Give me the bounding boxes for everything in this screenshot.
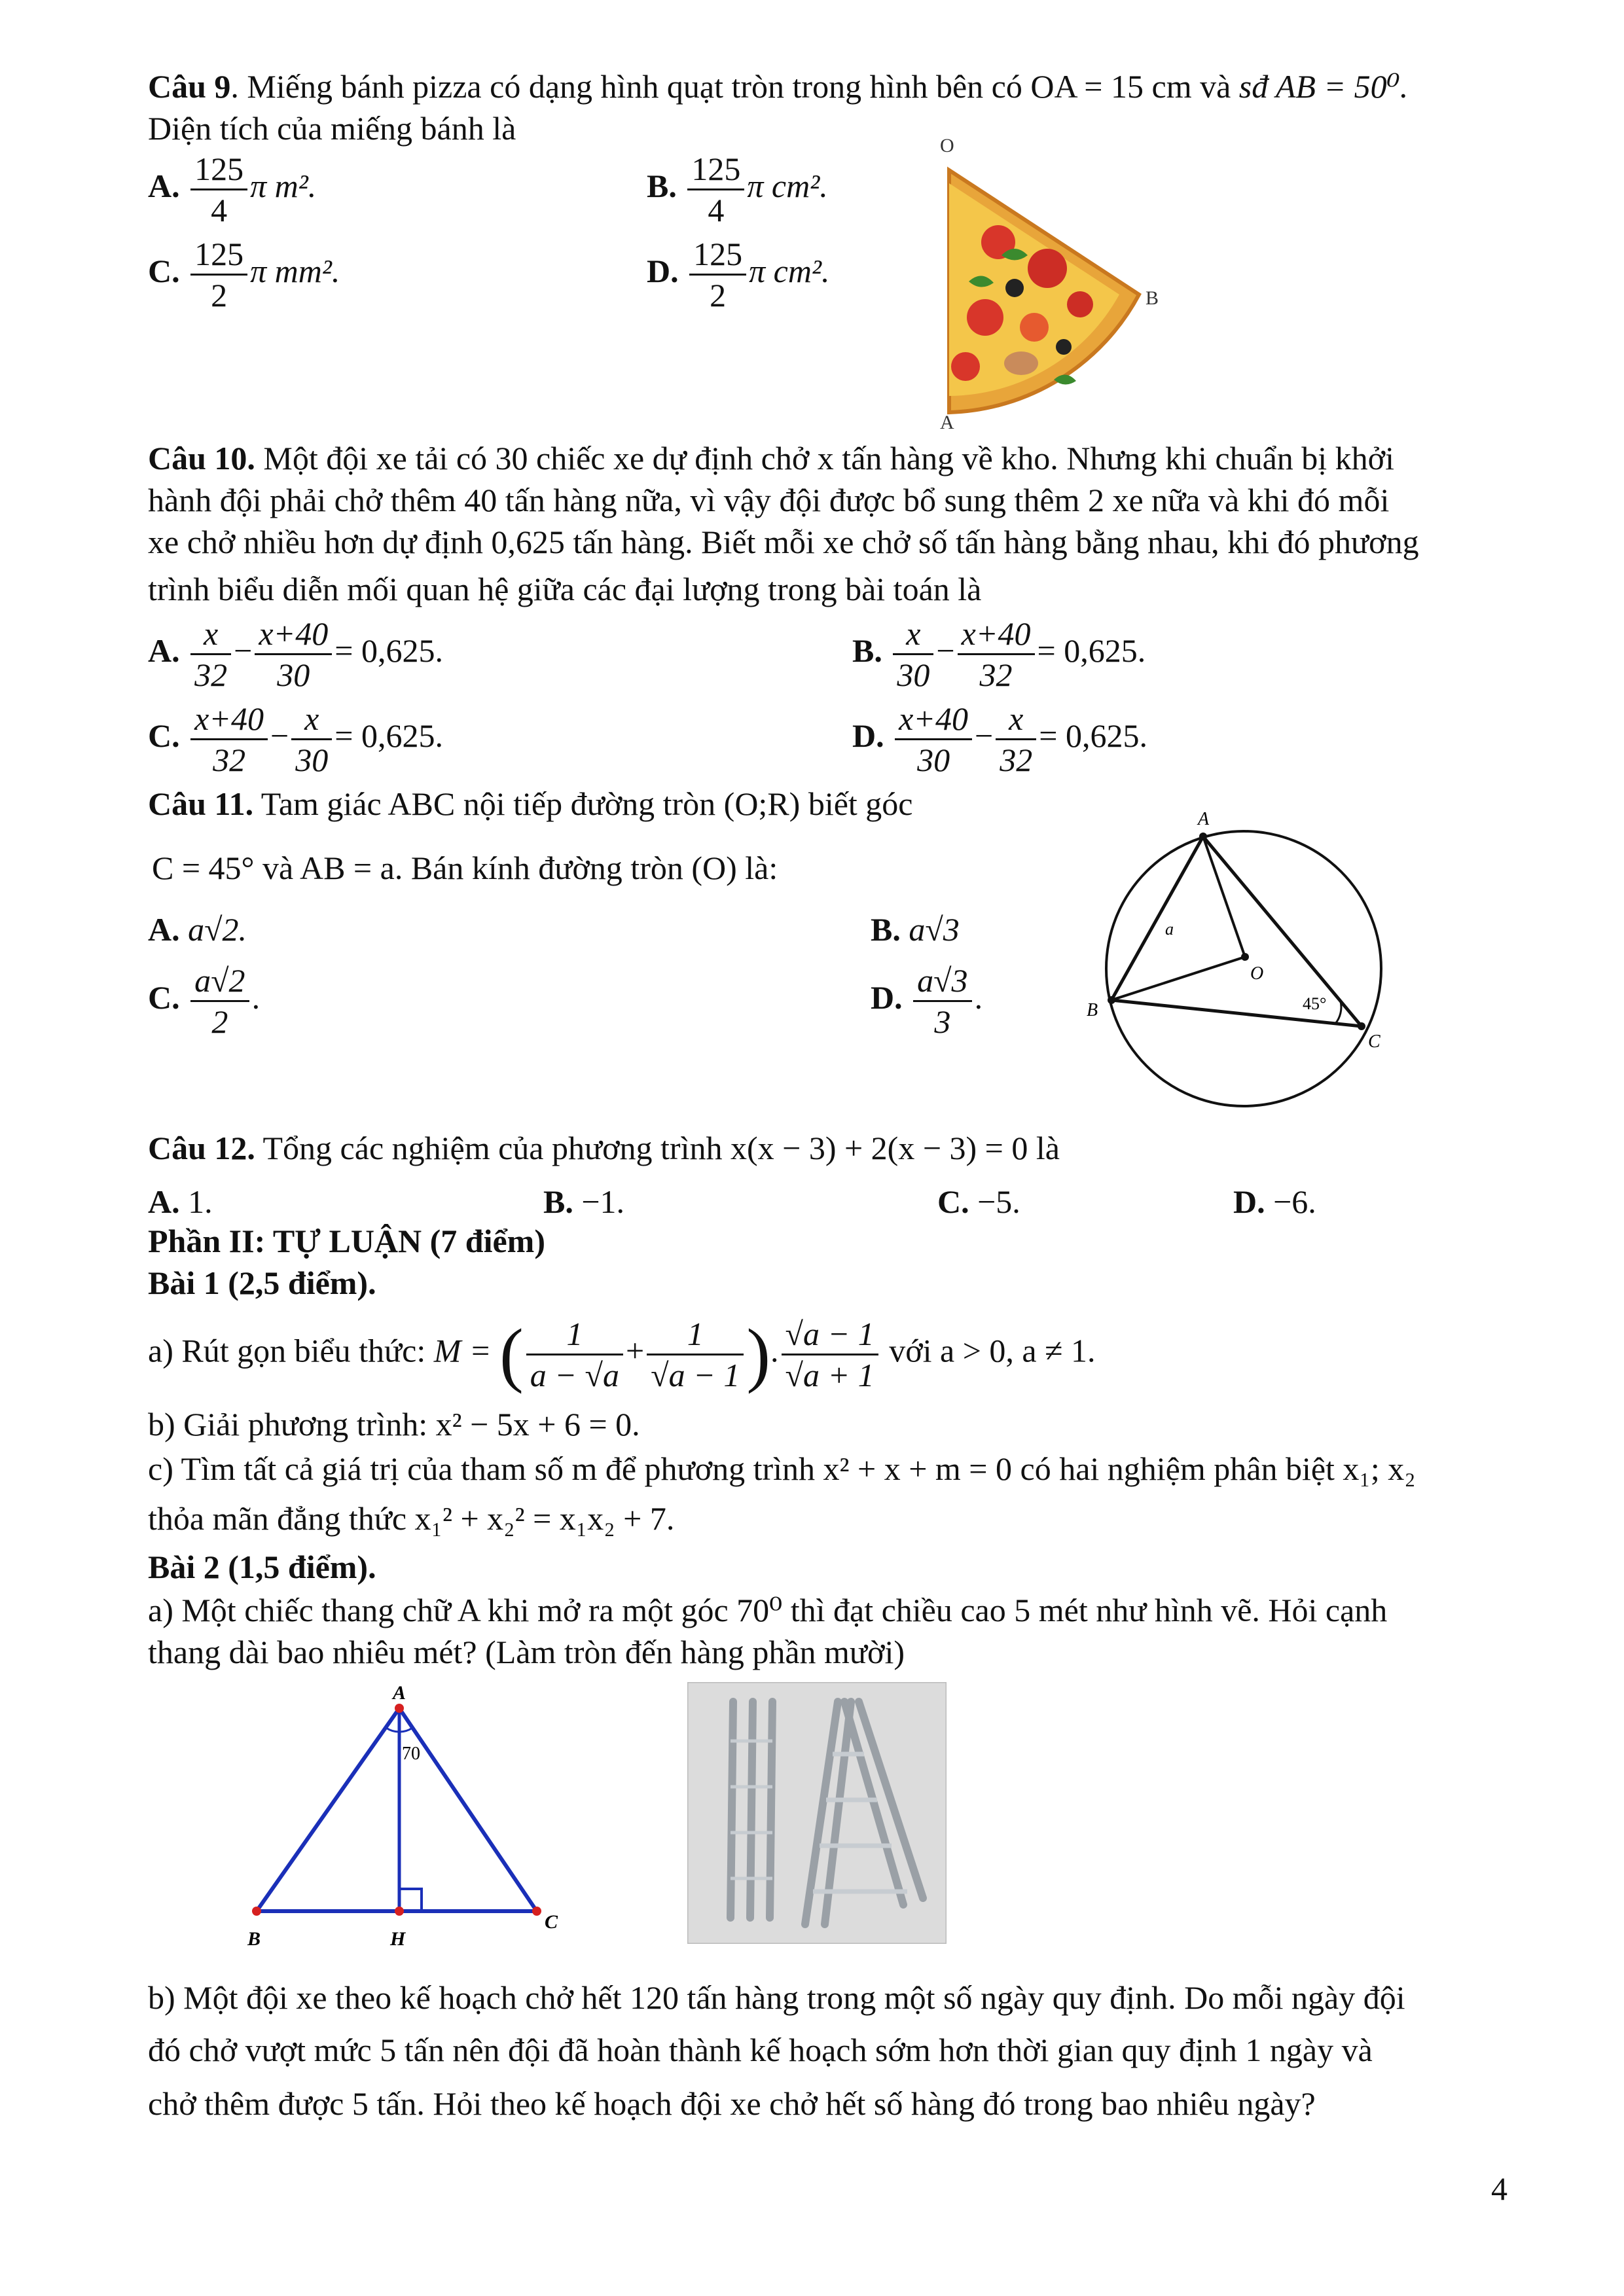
q9-label: Câu 9 (148, 68, 231, 105)
q11-option-d: D. $\frac{a√3}{3}$ . (871, 962, 983, 1040)
pizza-label-b: B (1146, 287, 1159, 309)
fraction: $\frac{1}{a - √a}$ (526, 1314, 623, 1395)
pizza-figure (923, 131, 1198, 432)
q12-text: Tổng các nghiệm của phương trình x(x − 3) + 2(x − 3) = 0 là (255, 1130, 1060, 1166)
option-label: A. (148, 1183, 180, 1220)
bai2-b1: b) Một đội xe theo kế hoạch chở hết 120 tấn hàng trong một số ngày quy định. Do mỗi ngày đội (148, 1979, 1405, 2016)
fraction: $\frac{x+40}{30}$ (255, 614, 332, 694)
circle-label-b: B (1087, 1000, 1098, 1020)
q10-option-d: D. $\frac{x+40}{30}$ − $\frac{x}{32}$ = 0,625. (852, 700, 1147, 778)
q12-line (148, 1130, 1060, 1168)
equation-rhs: = 0,625. (334, 717, 443, 754)
equation-rhs: = 0,625. (1039, 717, 1147, 754)
part2-title: Phần II: TỰ LUẬN (7 điểm) (148, 1223, 545, 1259)
fraction: $\frac{x+40}{32}$ (958, 614, 1035, 694)
fraction: $\frac{a√3}{3}$ (913, 961, 971, 1041)
option-label: A. (148, 632, 180, 669)
q12-label: Câu 12. (148, 1130, 255, 1166)
bai1-c1: c) Tìm tất cả giá trị của tham số m để phương trình x² + x + m = 0 có hai nghiệm phân biệt x₁; x₂ (148, 1450, 1416, 1487)
bai2-b3: chở thêm được 5 tấn. Hỏi theo kế hoạch đội xe chở hết số hàng đó trong bao nhiêu ngày? (148, 2085, 1316, 2122)
option-label: A. (148, 911, 180, 948)
q9-option-c (148, 234, 340, 315)
circle-angle-label: 45° (1303, 994, 1327, 1013)
option-label: B. (852, 632, 882, 669)
q11-line1 (148, 785, 913, 823)
option-label: D. (852, 717, 884, 754)
page-number: 4 (1491, 2170, 1507, 2207)
q12-option-a (148, 1183, 213, 1221)
triangle-label-b: B (247, 1928, 261, 1950)
fraction: $\frac{125}{4}$ (687, 149, 744, 230)
q12-option-c (937, 1183, 1020, 1221)
q10-line3: xe chở nhiều hơn dự định 0,625 tấn hàng. Biết mỗi xe chở số tấn hàng bằng nhau, khi đó phương (148, 524, 1419, 560)
q11-option-a (148, 911, 247, 949)
bai1-a: a) Rút gọn biểu thức: M = ( $\frac{1}{a - √a}$ + $\frac{1}{√a - 1}$ ). $\frac{√a - 1}{√a + 1}$ với a > 0, a ≠ 1. (148, 1314, 1096, 1394)
option-label: B. (871, 911, 901, 948)
option-value: −5. (977, 1183, 1020, 1220)
fraction: $\frac{√a - 1}{√a + 1}$ (782, 1314, 878, 1395)
option-label: C. (937, 1183, 969, 1220)
triangle-label-h: H (390, 1928, 406, 1950)
option-value: −1. (581, 1183, 625, 1220)
circle-figure (1074, 805, 1401, 1119)
q12-option-b (543, 1183, 624, 1221)
option-label: C. (148, 717, 180, 754)
fraction: $\frac{1}{√a - 1}$ (647, 1314, 744, 1395)
fraction: $\frac{125}{2}$ (190, 234, 247, 315)
triangle-angle-label: 70 (402, 1744, 420, 1764)
option-value: 1. (188, 1183, 213, 1220)
fraction: $\frac{x+40}{32}$ (190, 699, 268, 780)
fraction: $\frac{125}{4}$ (190, 149, 247, 230)
circle-label-o: O (1250, 963, 1264, 984)
q12-option-d (1233, 1183, 1316, 1221)
fraction: $\frac{x+40}{30}$ (895, 699, 972, 780)
option-label: D. (871, 978, 903, 1016)
equation-rhs: = 0,625. (1037, 632, 1146, 669)
fraction: $\frac{125}{2}$ (689, 234, 746, 315)
bai1-a-m: M = (433, 1332, 492, 1369)
triangle-label-c: C (545, 1911, 558, 1933)
option-label: A. (148, 167, 180, 204)
circle-label-c: C (1368, 1031, 1380, 1052)
bai1-a-prefix: a) Rút gọn biểu thức: (148, 1332, 434, 1369)
bai1-a-condition: với a > 0, a ≠ 1. (880, 1332, 1096, 1369)
q11-line2: C = 45° và AB = a. Bán kính đường tròn (O) là: (152, 850, 778, 886)
option-value: −6. (1273, 1183, 1316, 1220)
fraction: $\frac{a√2}{2}$ (190, 961, 249, 1041)
triangle-figure (236, 1682, 589, 1957)
bai1-b: b) Giải phương trình: x² − 5x + 6 = 0. (148, 1406, 640, 1443)
q11-option-b (871, 911, 960, 949)
ladder-photo (687, 1682, 947, 1944)
fraction: $\frac{x}{30}$ (893, 614, 933, 694)
pizza-label-a: A (940, 412, 954, 432)
bai1-c2: thỏa mãn đẳng thức x₁² + x₂² = x₁x₂ + 7. (148, 1500, 675, 1537)
circle-side-label: a (1165, 920, 1174, 939)
q11-text1: Tam giác ABC nội tiếp đường tròn (O;R) biết góc (253, 785, 913, 822)
q10-line1 (148, 440, 1394, 478)
q10-line4: trình biểu diễn mối quan hệ giữa các đại lượng trong bài toán là (148, 571, 982, 607)
q9-option-d (647, 234, 829, 315)
bai2-a2: thang dài bao nhiêu mét? (Làm tròn đến hàng phần mười) (148, 1634, 905, 1670)
option-unit: π cm². (747, 167, 828, 204)
option-label: C. (148, 978, 180, 1016)
q9-option-b (647, 149, 828, 230)
bai2-a1: a) Một chiếc thang chữ A khi mở ra một góc 70⁰ thì đạt chiều cao 5 mét như hình vẽ. Hỏi cạnh (148, 1592, 1388, 1628)
q10-line2: hành đội phải chở thêm 40 tấn hàng nữa, vì vậy đội được bổ sung thêm 2 xe nữa và khi đó mỗi (148, 482, 1390, 518)
equation-rhs: = 0,625. (334, 632, 443, 669)
option-unit: π cm². (749, 252, 830, 289)
option-label: D. (647, 252, 679, 289)
fraction: $\frac{x}{30}$ (291, 699, 332, 780)
option-unit: π mm². (250, 252, 340, 289)
pizza-label-o: O (940, 135, 954, 156)
q10-label: Câu 10. (148, 440, 255, 476)
q9-text1: . Miếng bánh pizza có dạng hình quạt tròn trong hình bên có OA = 15 cm và (230, 68, 1239, 105)
q9-arc: sđ AB = 50⁰. (1238, 68, 1409, 105)
q9-option-a (148, 149, 316, 230)
bai1-title: Bài 1 (2,5 điểm). (148, 1265, 376, 1301)
option-label: D. (1233, 1183, 1265, 1220)
fraction: $\frac{x}{32}$ (996, 699, 1036, 780)
q10-text: Một đội xe tải có 30 chiếc xe dự định chở x tấn hàng về kho. Nhưng khi chuẩn bị khởi (263, 440, 1394, 476)
option-label: B. (543, 1183, 573, 1220)
fraction: $\frac{x}{32}$ (190, 614, 231, 694)
option-value: a√2. (188, 911, 247, 948)
bai2-b2: đó chở vượt mức 5 tấn nên đội đã hoàn thành kế hoạch sớm hơn thời gian quy định 1 ngày và (148, 2032, 1373, 2068)
option-label: B. (647, 167, 677, 204)
triangle-label-a: A (393, 1682, 406, 1704)
bai2-title: Bài 2 (1,5 điểm). (148, 1549, 376, 1585)
option-unit: π m². (250, 167, 317, 204)
option-value: a√3 (909, 911, 960, 948)
circle-label-a: A (1198, 809, 1210, 829)
q11-option-c: C. $\frac{a√2}{2}$ . (148, 962, 261, 1040)
q10-option-b: B. $\frac{x}{30}$ − $\frac{x+40}{32}$ = 0,625. (852, 615, 1146, 693)
q9-line2: Diện tích của miếng bánh là (148, 110, 516, 147)
q11-label: Câu 11. (148, 785, 254, 822)
q10-option-c: C. $\frac{x+40}{32}$ − $\frac{x}{30}$ = 0,625. (148, 700, 443, 778)
q9-line1 (148, 68, 1408, 106)
option-label: C. (148, 252, 180, 289)
q10-option-a: A. $\frac{x}{32}$ − $\frac{x+40}{30}$ = 0,625. (148, 615, 443, 693)
